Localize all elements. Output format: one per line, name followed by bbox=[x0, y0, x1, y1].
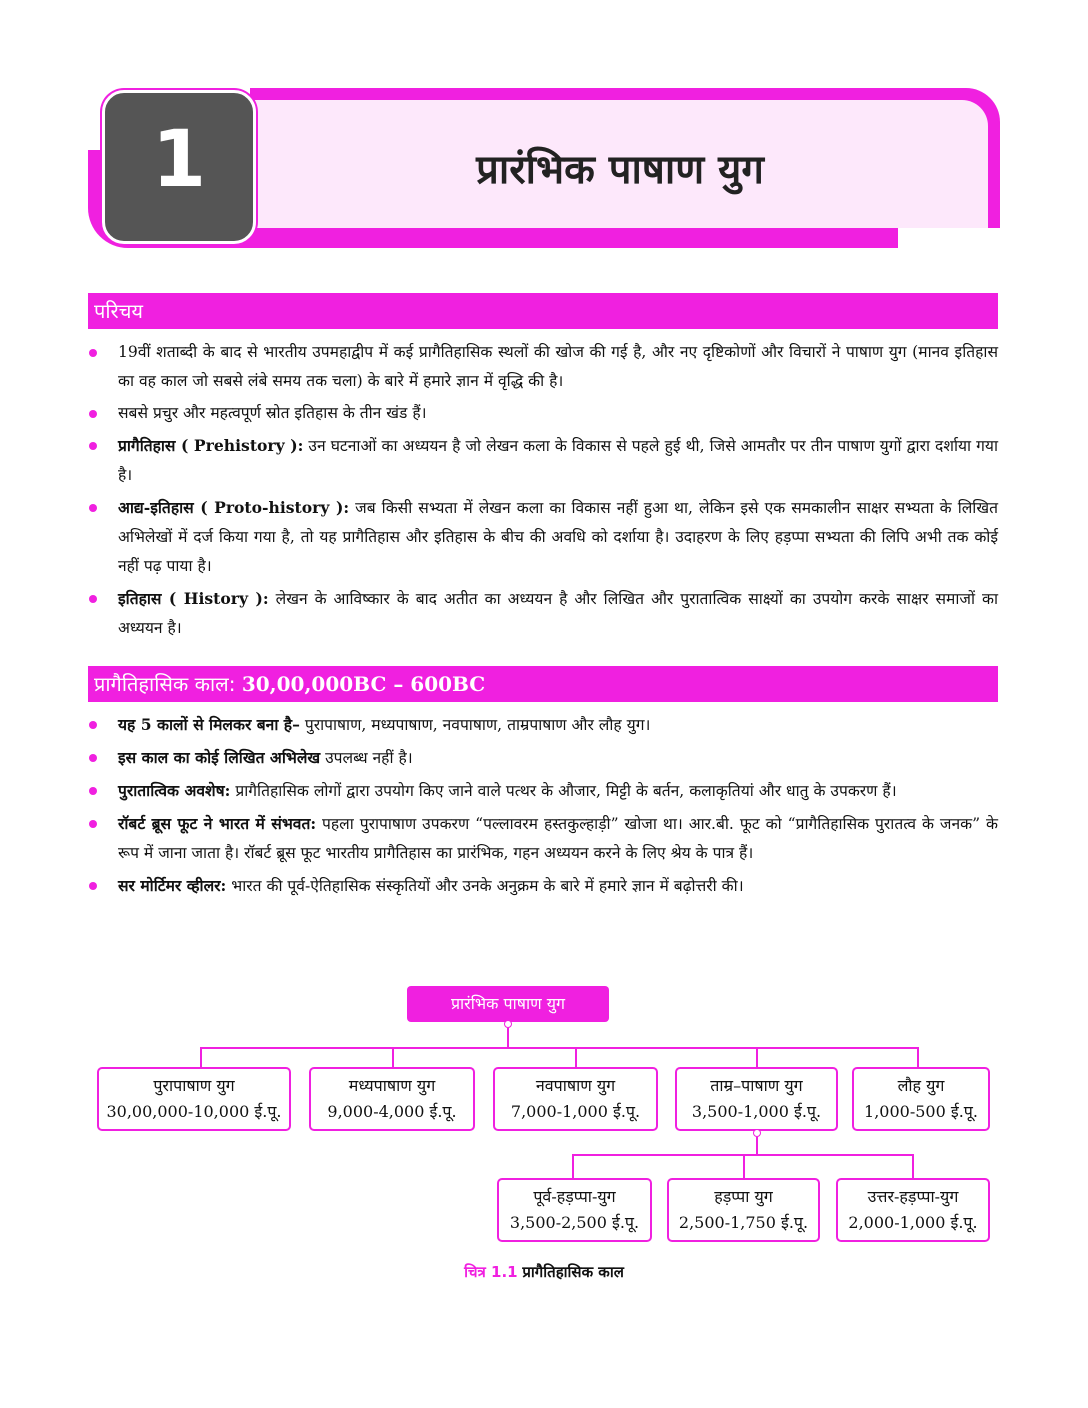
bullet-text: जब किसी सभ्यता में लेखन कला का विकास नहीं हुआ था, लेकिन इसे एक समकालीन साक्षर सभ्यता के लिखित अभिलेखों में दर्ज किया गया है, तो यह प्रागैतिहास और इतिहास के बीच की अवधि को दर्शाया है। उदाहरण के लिए हड़प्पा सभ्यता की लिपि अभी तक कोई नहीं पढ़ पाया है। bbox=[118, 499, 998, 575]
bullet-lead: पुरातात्विक अवशेष: bbox=[118, 781, 231, 800]
diagram-node-iron-age bbox=[852, 1067, 990, 1131]
connector-dot bbox=[753, 1129, 761, 1137]
bullet-lead: प्रागैतिहास ( Prehistory ): bbox=[118, 436, 304, 455]
diagram-node-chalcolithic bbox=[675, 1067, 838, 1131]
bullet-text: भारत की पूर्व-ऐतिहासिक संस्कृतियों और उनके अनुक्रम के बारे में हमारे ज्ञान में बढ़ोत्तरी की। bbox=[226, 877, 744, 895]
bullet-text: लेखन के आविष्कार के बाद अतीत का अध्ययन है और लिखित और पुरातात्विक साक्ष्यों का उपयोग करके साक्षर समाजों का अध्ययन है। bbox=[118, 590, 998, 637]
bullet-text: पुरापाषाण, मध्यपाषाण, नवपाषाण, ताम्रपाषाण और लौह युग। bbox=[299, 716, 651, 734]
bullet-item bbox=[88, 743, 998, 773]
connector-dot bbox=[504, 1020, 512, 1028]
section-heading-text: प्रागैतिहासिक काल: bbox=[94, 672, 236, 696]
bullet-item bbox=[88, 493, 998, 581]
node-name: नवपाषाण युग bbox=[535, 1076, 616, 1095]
bullet-lead: सर मोर्टिमर व्हीलर: bbox=[118, 876, 227, 895]
section-heading-text: परिचय bbox=[94, 299, 144, 323]
section-heading-intro bbox=[88, 293, 998, 329]
diagram-node-paleolithic bbox=[97, 1067, 291, 1131]
prehistoric-bullet-list bbox=[88, 710, 998, 904]
connector-line bbox=[743, 1154, 745, 1178]
bullet-item bbox=[88, 338, 998, 396]
bullet-lead: इतिहास ( History ): bbox=[118, 589, 269, 608]
chapter-number: 1 bbox=[151, 115, 207, 205]
connector-line bbox=[392, 1047, 394, 1067]
bullet-lead: रॉबर्ट ब्रूस फूट ने भारत में संभवत: bbox=[118, 814, 317, 833]
section-heading-range: 30,00,000BC – 600BC bbox=[241, 672, 486, 696]
node-name: मध्यपाषाण युग bbox=[348, 1076, 436, 1095]
diagram-node-post-harappan bbox=[836, 1178, 990, 1242]
diagram-node-neolithic bbox=[493, 1067, 658, 1131]
chapter-title: प्रारंभिक पाषाण युग bbox=[476, 147, 764, 193]
connector-line bbox=[917, 1047, 919, 1067]
figure-caption bbox=[0, 1262, 1088, 1282]
bullet-lead: यह 5 कालों से मिलकर बना है– bbox=[118, 715, 300, 734]
bullet-item bbox=[88, 431, 998, 490]
connector-line bbox=[756, 1137, 758, 1155]
connector-line bbox=[200, 1047, 202, 1067]
node-range: 3,500-2,500 ई.पू. bbox=[509, 1213, 640, 1232]
diagram-node-harappan bbox=[667, 1178, 820, 1242]
bullet-text: उपलब्ध नहीं है। bbox=[320, 749, 413, 767]
figure-number: चित्र 1.1 bbox=[464, 1263, 518, 1281]
connector-line bbox=[912, 1154, 914, 1178]
bullet-item bbox=[88, 710, 998, 740]
bullet-text: प्रागैतिहासिक लोगों द्वारा उपयोग किए जाने वाले पत्थर के औजार, मिट्टी के बर्तन, कलाकृतियां और धातु के उपकरण हैं। bbox=[230, 782, 897, 800]
node-name: पूर्व-हड़प्पा-युग bbox=[533, 1187, 616, 1206]
bullet-item bbox=[88, 584, 998, 643]
bullet-text: उन घटनाओं का अध्ययन है जो लेखन कला के विकास से पहले हुई थी, जिसे आमतौर पर तीन पाषाण युगों द्वारा दर्शाया गया है। bbox=[118, 437, 998, 484]
section-heading-prehistoric bbox=[88, 666, 998, 702]
bullet-text: पहला पुरापाषाण उपकरण “पल्लावरम हस्तकुल्हाड़ी” खोजा था। आर.बी. फूट को “प्रागैतिहासिक पुरातत्व के जनक” के रूप में जाना जाता है। रॉबर्ट ब्रूस फूट भारतीय प्रागैतिहास का प्रारंभिक, गहन अध्ययन करने के लिए श्रेय के पात्र हैं। bbox=[118, 815, 998, 862]
node-name: लौह युग bbox=[897, 1076, 945, 1095]
node-range: 1,000-500 ई.पू. bbox=[864, 1102, 978, 1121]
connector-line bbox=[572, 1154, 574, 1178]
bullet-lead: इस काल का कोई लिखित अभिलेख bbox=[118, 748, 321, 767]
bullet-lead: आद्य-इतिहास ( Proto-history ): bbox=[118, 498, 350, 517]
diagram-node-pre-harappan bbox=[497, 1178, 652, 1242]
bullet-text: सबसे प्रचुर और महत्वपूर्ण स्रोत इतिहास के तीन खंड हैं। bbox=[118, 404, 427, 422]
node-range: 2,000-1,000 ई.पू. bbox=[848, 1213, 978, 1232]
node-range: 7,000-1,000 ई.पू. bbox=[510, 1102, 641, 1121]
diagram-node-mesolithic bbox=[309, 1067, 475, 1131]
connector-line bbox=[507, 1028, 509, 1048]
bullet-item bbox=[88, 871, 998, 901]
node-range: 3,500-1,000 ई.पू. bbox=[691, 1102, 822, 1121]
node-name: पुरापाषाण युग bbox=[153, 1076, 235, 1095]
intro-bullet-list bbox=[88, 338, 998, 646]
diagram-root-node: प्रारंभिक पाषाण युग bbox=[407, 986, 609, 1022]
figure-caption-text: प्रागैतिहासिक काल bbox=[522, 1263, 624, 1281]
node-range: 30,00,000-10,000 ई.पू. bbox=[106, 1102, 282, 1121]
chapter-number-box bbox=[102, 90, 256, 244]
connector-line bbox=[200, 1047, 918, 1049]
node-name: उत्तर-हड़प्पा-युग bbox=[867, 1187, 959, 1206]
bullet-text: 19वीं शताब्दी के बाद से भारतीय उपमहाद्वीप में कई प्रागैतिहासिक स्थलों की खोज की गई है, और नए दृष्टिकोणों और विचारों ने पाषाण युग (मानव इतिहास का वह काल जो सबसे लंबे समय तक चला) के बारे में हमारे ज्ञान में वृद्धि की है। bbox=[118, 343, 998, 390]
bullet-item bbox=[88, 809, 998, 868]
node-range: 2,500-1,750 ई.पू. bbox=[678, 1213, 809, 1232]
node-name: ताम्र–पाषाण युग bbox=[710, 1076, 803, 1095]
connector-line bbox=[756, 1047, 758, 1067]
node-range: 9,000-4,000 ई.पू. bbox=[327, 1102, 457, 1121]
bullet-item bbox=[88, 399, 998, 428]
connector-line bbox=[575, 1047, 577, 1067]
bullet-item bbox=[88, 776, 998, 806]
node-name: हड़प्पा युग bbox=[714, 1187, 773, 1206]
